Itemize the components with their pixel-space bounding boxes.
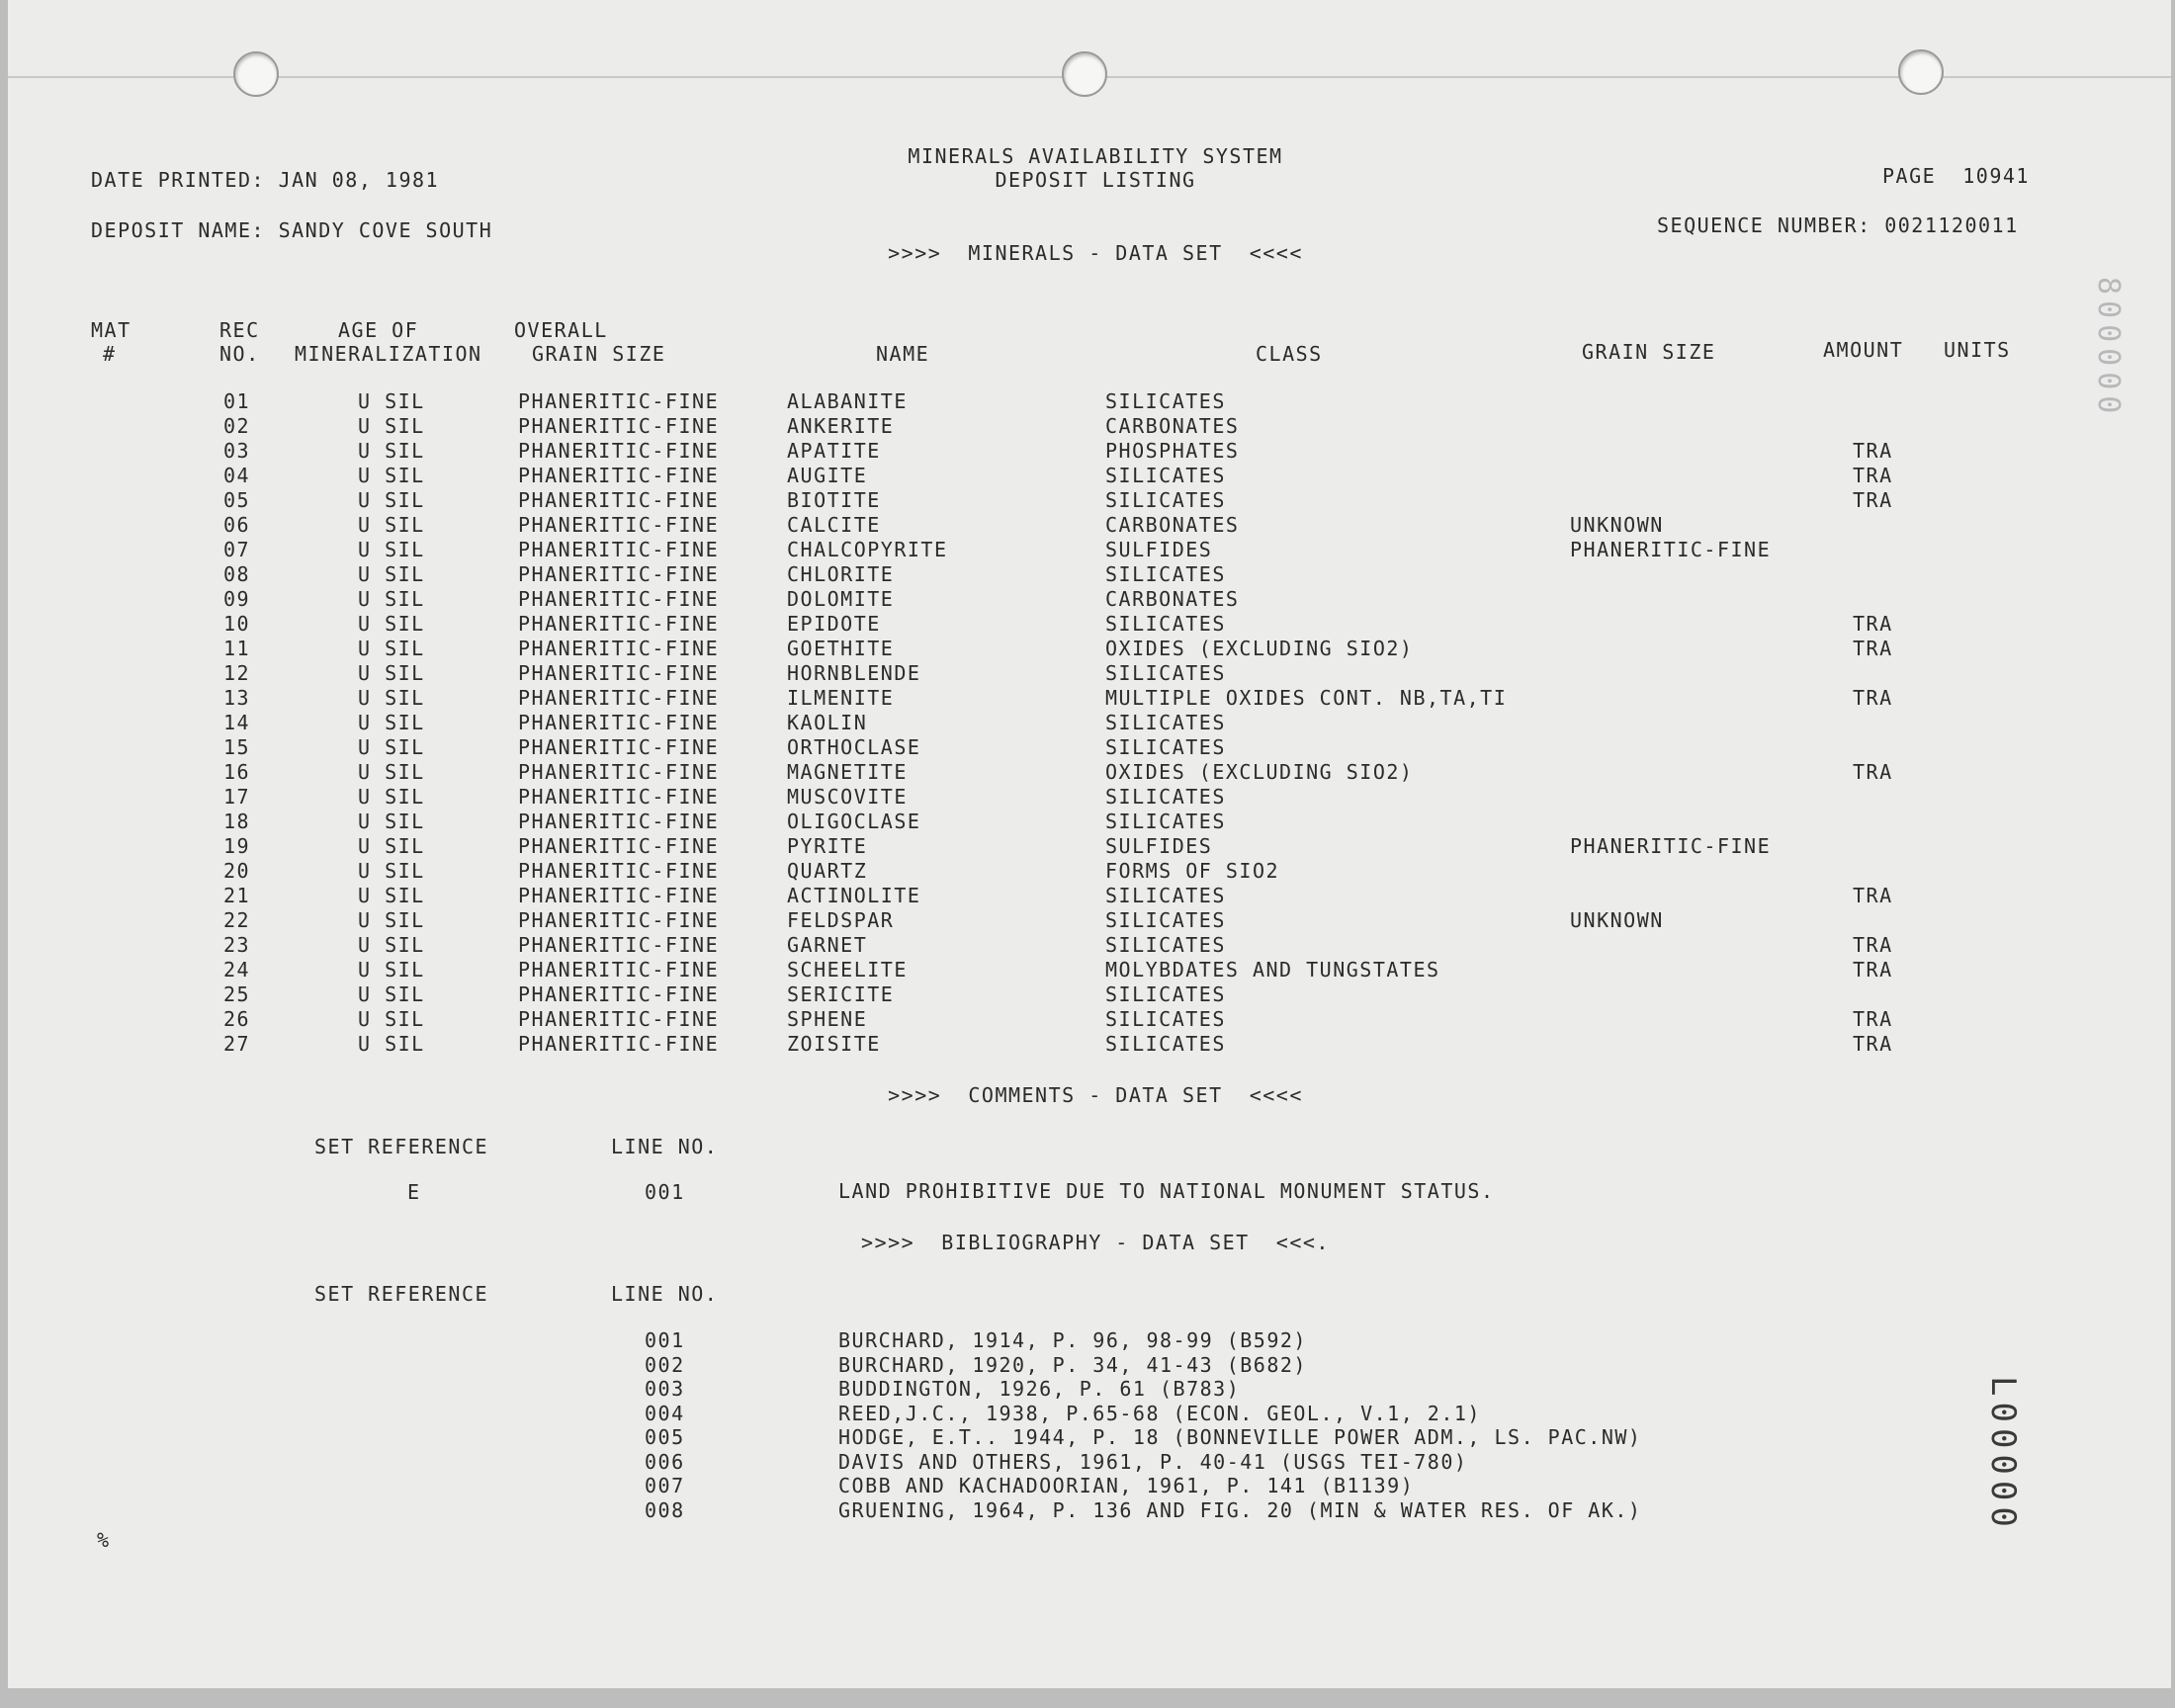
- row-age: U SIL: [358, 389, 425, 413]
- punch-hole: [1062, 51, 1107, 97]
- minerals-section-title: >>>> MINERALS - DATA SET <<<<: [888, 241, 1303, 265]
- row-mineral-name: PYRITE: [787, 834, 868, 858]
- row-overall-grain-size: PHANERITIC-FINE: [518, 612, 720, 636]
- row-class: SULFIDES: [1105, 834, 1213, 858]
- row-amount: TRA: [1853, 464, 1893, 487]
- row-age: U SIL: [358, 908, 425, 932]
- row-class: PHOSPHATES: [1105, 439, 1240, 463]
- bibliography-citation: GRUENING, 1964, P. 136 AND FIG. 20 (MIN & WATER RES. OF AK.): [838, 1497, 1642, 1522]
- row-overall-grain-size: PHANERITIC-FINE: [518, 562, 720, 586]
- row-grain-size: UNKNOWN: [1570, 908, 1664, 932]
- row-rec-no: 25: [223, 982, 251, 1006]
- bibliography-line-no: 003: [645, 1377, 685, 1401]
- row-mineral-name: ALABANITE: [787, 389, 908, 413]
- punch-hole: [1898, 49, 1944, 95]
- row-class: SILICATES: [1105, 464, 1226, 487]
- row-mineral-name: MAGNETITE: [787, 760, 908, 784]
- row-overall-grain-size: PHANERITIC-FINE: [518, 834, 720, 858]
- row-class: SILICATES: [1105, 735, 1226, 759]
- row-overall-grain-size: PHANERITIC-FINE: [518, 414, 720, 438]
- col-name: NAME: [876, 342, 930, 366]
- bibliography-line-no: 005: [645, 1425, 685, 1449]
- deposit-name: DEPOSIT NAME: SANDY COVE SOUTH: [91, 218, 493, 242]
- row-age: U SIL: [358, 958, 425, 982]
- row-overall-grain-size: PHANERITIC-FINE: [518, 908, 720, 932]
- row-rec-no: 06: [223, 513, 251, 537]
- comment-line: 001: [645, 1180, 685, 1204]
- row-amount: TRA: [1853, 439, 1893, 463]
- row-rec-no: 22: [223, 908, 251, 932]
- bibliography-citation: COBB AND KACHADOORIAN, 1961, P. 141 (B1139): [838, 1474, 1415, 1497]
- row-age: U SIL: [358, 439, 425, 463]
- row-class: SILICATES: [1105, 661, 1226, 685]
- row-age: U SIL: [358, 711, 425, 734]
- row-amount: TRA: [1853, 686, 1893, 710]
- row-rec-no: 14: [223, 711, 251, 734]
- row-rec-no: 05: [223, 488, 251, 512]
- row-overall-grain-size: PHANERITIC-FINE: [518, 933, 720, 957]
- row-amount: TRA: [1853, 933, 1893, 957]
- row-mineral-name: BIOTITE: [787, 488, 881, 512]
- comment-text: LAND PROHIBITIVE DUE TO NATIONAL MONUMENT STATUS.: [838, 1179, 1495, 1203]
- row-mineral-name: APATITE: [787, 439, 881, 463]
- row-rec-no: 07: [223, 538, 251, 561]
- row-age: U SIL: [358, 488, 425, 512]
- row-class: SILICATES: [1105, 785, 1226, 809]
- row-class: SILICATES: [1105, 389, 1226, 413]
- col-mineralization: MINERALIZATION: [295, 342, 482, 366]
- col-rec-no: NO.: [219, 342, 260, 366]
- row-class: SILICATES: [1105, 982, 1226, 1006]
- row-class: CARBONATES: [1105, 414, 1240, 438]
- row-overall-grain-size: PHANERITIC-FINE: [518, 711, 720, 734]
- row-class: CARBONATES: [1105, 513, 1240, 537]
- row-rec-no: 16: [223, 760, 251, 784]
- row-class: SILICATES: [1105, 488, 1226, 512]
- bibliography-line-no: 002: [645, 1352, 685, 1377]
- row-mineral-name: SERICITE: [787, 982, 895, 1006]
- row-amount: TRA: [1853, 760, 1893, 784]
- row-age: U SIL: [358, 810, 425, 833]
- row-age: U SIL: [358, 661, 425, 685]
- row-age: U SIL: [358, 760, 425, 784]
- row-class: SILICATES: [1105, 562, 1226, 586]
- bibliography-citation: BUDDINGTON, 1926, P. 61 (B783): [838, 1377, 1241, 1401]
- sequence-number: SEQUENCE NUMBER: 0021120011: [1657, 214, 2019, 237]
- row-overall-grain-size: PHANERITIC-FINE: [518, 760, 720, 784]
- row-mineral-name: ORTHOCLASE: [787, 735, 921, 759]
- row-rec-no: 18: [223, 810, 251, 833]
- row-rec-no: 19: [223, 834, 251, 858]
- col-amount: AMOUNT: [1823, 338, 1904, 362]
- row-overall-grain-size: PHANERITIC-FINE: [518, 587, 720, 611]
- row-class: FORMS OF SIO2: [1105, 859, 1280, 883]
- bibliography-set-reference-label: SET REFERENCE: [314, 1282, 489, 1306]
- row-mineral-name: DOLOMITE: [787, 587, 895, 611]
- row-age: U SIL: [358, 513, 425, 537]
- row-overall-grain-size: PHANERITIC-FINE: [518, 1007, 720, 1031]
- row-amount: TRA: [1853, 1032, 1893, 1056]
- row-age: U SIL: [358, 859, 425, 883]
- row-rec-no: 23: [223, 933, 251, 957]
- row-overall-grain-size: PHANERITIC-FINE: [518, 859, 720, 883]
- row-overall-grain-size: PHANERITIC-FINE: [518, 488, 720, 512]
- row-mineral-name: CHALCOPYRITE: [787, 538, 948, 561]
- row-overall-grain-size: PHANERITIC-FINE: [518, 1032, 720, 1056]
- printout-page: [8, 0, 2171, 1688]
- col-class: CLASS: [1256, 342, 1323, 366]
- bibliography-citation: HODGE, E.T.. 1944, P. 18 (BONNEVILLE POWER ADM., LS. PAC.NW): [838, 1425, 1642, 1449]
- row-rec-no: 26: [223, 1007, 251, 1031]
- row-overall-grain-size: PHANERITIC-FINE: [518, 810, 720, 833]
- bibliography-line-no: 001: [645, 1328, 685, 1352]
- col-overall-grain-size: GRAIN SIZE: [532, 342, 666, 366]
- row-rec-no: 12: [223, 661, 251, 685]
- bibliography-line-no: 006: [645, 1449, 685, 1474]
- row-age: U SIL: [358, 587, 425, 611]
- row-mineral-name: AUGITE: [787, 464, 868, 487]
- row-overall-grain-size: PHANERITIC-FINE: [518, 661, 720, 685]
- row-age: U SIL: [358, 735, 425, 759]
- row-rec-no: 09: [223, 587, 251, 611]
- row-overall-grain-size: PHANERITIC-FINE: [518, 735, 720, 759]
- row-mineral-name: FELDSPAR: [787, 908, 895, 932]
- row-overall-grain-size: PHANERITIC-FINE: [518, 439, 720, 463]
- row-overall-grain-size: PHANERITIC-FINE: [518, 785, 720, 809]
- comments-section-title: >>>> COMMENTS - DATA SET <<<<: [888, 1083, 1303, 1107]
- col-units: UNITS: [1944, 338, 2011, 362]
- row-rec-no: 04: [223, 464, 251, 487]
- row-class: SILICATES: [1105, 884, 1226, 907]
- system-title: MINERALS AVAILABILITY SYSTEM: [908, 144, 1283, 168]
- col-overall: OVERALL: [514, 318, 608, 342]
- bibliography-citation: BURCHARD, 1920, P. 34, 41-43 (B682): [838, 1352, 1307, 1377]
- col-age: AGE OF: [338, 318, 419, 342]
- row-class: SILICATES: [1105, 1032, 1226, 1056]
- bibliography-line-no: 007: [645, 1474, 685, 1497]
- row-overall-grain-size: PHANERITIC-FINE: [518, 686, 720, 710]
- row-class: OXIDES (EXCLUDING SIO2): [1105, 637, 1414, 660]
- bibliography-line-no: 004: [645, 1401, 685, 1425]
- row-age: U SIL: [358, 686, 425, 710]
- row-class: SILICATES: [1105, 711, 1226, 734]
- row-age: U SIL: [358, 1007, 425, 1031]
- punch-hole: [233, 51, 279, 97]
- row-rec-no: 03: [223, 439, 251, 463]
- row-age: U SIL: [358, 933, 425, 957]
- col-mat: MAT: [91, 318, 131, 342]
- row-mineral-name: CALCITE: [787, 513, 881, 537]
- row-overall-grain-size: PHANERITIC-FINE: [518, 464, 720, 487]
- row-overall-grain-size: PHANERITIC-FINE: [518, 538, 720, 561]
- row-overall-grain-size: PHANERITIC-FINE: [518, 637, 720, 660]
- row-class: SILICATES: [1105, 810, 1226, 833]
- row-mineral-name: GARNET: [787, 933, 868, 957]
- row-mineral-name: GOETHITE: [787, 637, 895, 660]
- faint-frame-stamp: 800000: [2091, 277, 2126, 420]
- row-grain-size: UNKNOWN: [1570, 513, 1664, 537]
- row-class: MULTIPLE OXIDES CONT. NB,TA,TI: [1105, 686, 1508, 710]
- row-rec-no: 24: [223, 958, 251, 982]
- page-number: PAGE 10941: [1882, 164, 2030, 188]
- row-rec-no: 08: [223, 562, 251, 586]
- row-mineral-name: OLIGOCLASE: [787, 810, 921, 833]
- bibliography-citation: DAVIS AND OTHERS, 1961, P. 40-41 (USGS TEI-780): [838, 1449, 1468, 1474]
- date-printed: DATE PRINTED: JAN 08, 1981: [91, 168, 440, 192]
- row-class: SILICATES: [1105, 908, 1226, 932]
- row-rec-no: 13: [223, 686, 251, 710]
- row-rec-no: 27: [223, 1032, 251, 1056]
- col-grain-size: GRAIN SIZE: [1582, 340, 1716, 364]
- row-age: U SIL: [358, 785, 425, 809]
- bibliography-line-no: 008: [645, 1497, 685, 1522]
- row-age: U SIL: [358, 884, 425, 907]
- comments-set-reference-label: SET REFERENCE: [314, 1135, 489, 1158]
- row-class: SILICATES: [1105, 612, 1226, 636]
- row-mineral-name: CHLORITE: [787, 562, 895, 586]
- row-mineral-name: ZOISITE: [787, 1032, 881, 1056]
- row-overall-grain-size: PHANERITIC-FINE: [518, 982, 720, 1006]
- row-mineral-name: ACTINOLITE: [787, 884, 921, 907]
- row-class: MOLYBDATES AND TUNGSTATES: [1105, 958, 1440, 982]
- row-class: SILICATES: [1105, 933, 1226, 957]
- bibliography-section-title: >>>> BIBLIOGRAPHY - DATA SET <<<.: [861, 1231, 1330, 1254]
- row-age: U SIL: [358, 612, 425, 636]
- listing-title: DEPOSIT LISTING: [995, 168, 1196, 192]
- bibliography-line-no-label: LINE NO.: [611, 1282, 719, 1306]
- row-mineral-name: MUSCOVITE: [787, 785, 908, 809]
- row-amount: TRA: [1853, 1007, 1893, 1031]
- row-mineral-name: SPHENE: [787, 1007, 868, 1031]
- comments-line-no-label: LINE NO.: [611, 1135, 719, 1158]
- row-overall-grain-size: PHANERITIC-FINE: [518, 958, 720, 982]
- row-age: U SIL: [358, 464, 425, 487]
- frame-number-stamp: L00000: [1983, 1376, 2023, 1533]
- row-class: OXIDES (EXCLUDING SIO2): [1105, 760, 1414, 784]
- row-mineral-name: ILMENITE: [787, 686, 895, 710]
- col-rec: REC: [219, 318, 260, 342]
- row-overall-grain-size: PHANERITIC-FINE: [518, 513, 720, 537]
- row-class: SILICATES: [1105, 1007, 1226, 1031]
- row-overall-grain-size: PHANERITIC-FINE: [518, 389, 720, 413]
- row-mineral-name: ANKERITE: [787, 414, 895, 438]
- row-rec-no: 10: [223, 612, 251, 636]
- row-amount: TRA: [1853, 612, 1893, 636]
- row-amount: TRA: [1853, 958, 1893, 982]
- row-rec-no: 02: [223, 414, 251, 438]
- row-age: U SIL: [358, 834, 425, 858]
- row-grain-size: PHANERITIC-FINE: [1570, 538, 1772, 561]
- row-mineral-name: SCHEELITE: [787, 958, 908, 982]
- bibliography-citation: BURCHARD, 1914, P. 96, 98-99 (B592): [838, 1328, 1307, 1352]
- row-rec-no: 01: [223, 389, 251, 413]
- row-age: U SIL: [358, 562, 425, 586]
- row-rec-no: 20: [223, 859, 251, 883]
- row-amount: TRA: [1853, 488, 1893, 512]
- col-mat-hash: #: [103, 342, 117, 366]
- footer-mark: %: [97, 1528, 111, 1552]
- row-mineral-name: KAOLIN: [787, 711, 868, 734]
- bibliography-citation: REED,J.C., 1938, P.65-68 (ECON. GEOL., V.1, 2.1): [838, 1401, 1481, 1425]
- row-amount: TRA: [1853, 884, 1893, 907]
- row-age: U SIL: [358, 538, 425, 561]
- row-rec-no: 17: [223, 785, 251, 809]
- row-rec-no: 21: [223, 884, 251, 907]
- row-age: U SIL: [358, 982, 425, 1006]
- row-amount: TRA: [1853, 637, 1893, 660]
- comment-set: E: [407, 1180, 421, 1204]
- row-rec-no: 11: [223, 637, 251, 660]
- row-age: U SIL: [358, 1032, 425, 1056]
- row-mineral-name: HORNBLENDE: [787, 661, 921, 685]
- row-age: U SIL: [358, 414, 425, 438]
- row-rec-no: 15: [223, 735, 251, 759]
- row-grain-size: PHANERITIC-FINE: [1570, 834, 1772, 858]
- row-overall-grain-size: PHANERITIC-FINE: [518, 884, 720, 907]
- row-mineral-name: EPIDOTE: [787, 612, 881, 636]
- row-class: SULFIDES: [1105, 538, 1213, 561]
- row-mineral-name: QUARTZ: [787, 859, 868, 883]
- row-class: CARBONATES: [1105, 587, 1240, 611]
- row-age: U SIL: [358, 637, 425, 660]
